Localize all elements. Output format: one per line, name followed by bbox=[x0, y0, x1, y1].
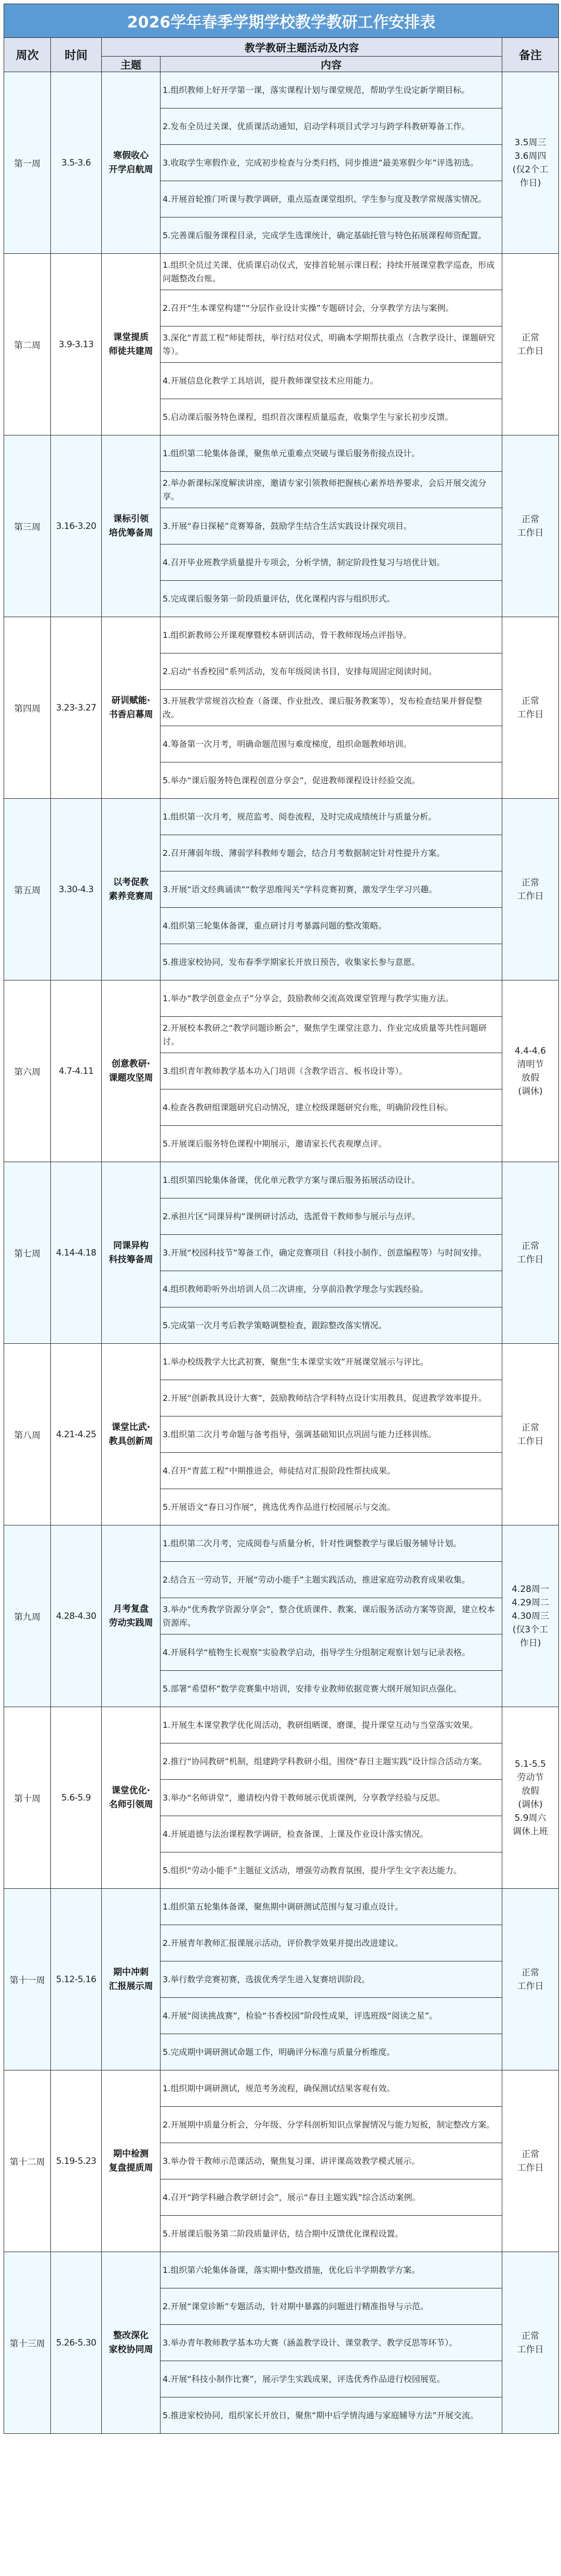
week-theme bbox=[102, 1344, 161, 1525]
week-note bbox=[502, 1344, 559, 1525]
content-item: 2.召开“生本课堂构建”“分层作业设计实操”专题研讨会，分享教学方法与案例。 bbox=[161, 290, 502, 326]
content-item: 2.开展“课堂诊断”专题活动，针对期中暴露的问题进行精准指导与示范。 bbox=[161, 2288, 502, 2325]
content-row bbox=[4, 980, 559, 1017]
content-item: 3.举办青年教师教学基本功大赛（涵盖教学设计、课堂教学、教学反思等环节）。 bbox=[161, 2325, 502, 2361]
note-line: 正常 bbox=[522, 332, 540, 343]
note-line: 4.28周一 bbox=[512, 1584, 549, 1594]
week-theme bbox=[102, 617, 161, 799]
week-note bbox=[502, 254, 559, 435]
content-item: 3.开展教学常规首次检查（备课、作业批改、课后服务教案等），发布检查结果并督促整改。 bbox=[161, 690, 502, 726]
theme-line: 培优筹备周 bbox=[109, 527, 153, 538]
note-line: 4.4-4.6 bbox=[514, 1045, 546, 1056]
schedule-body bbox=[4, 72, 559, 2434]
week-theme bbox=[102, 435, 161, 617]
content-item: 4.召开“跨学科融合教学研讨会”，展示“春日主题实践”综合活动案例。 bbox=[161, 2179, 502, 2216]
note-line: 作日) bbox=[519, 1638, 541, 1648]
week-theme bbox=[102, 1889, 161, 2070]
week-date: 5.12-5.16 bbox=[51, 1889, 102, 2070]
header-note: 备注 bbox=[502, 38, 559, 72]
content-item: 5.部署“希望杯”数学竞赛集中培训，安排专业教师依据竞赛大纲开展知识点强化。 bbox=[161, 1671, 502, 1707]
content-item: 2.召开薄弱年级、薄弱学科教师专题会，结合月考数据制定针对性提升方案。 bbox=[161, 835, 502, 871]
theme-line: 同课异构 bbox=[113, 1240, 149, 1251]
theme-line: 汇报展示周 bbox=[109, 1981, 153, 1992]
theme-line: 以考促教 bbox=[113, 877, 149, 888]
theme-line: 科技筹备周 bbox=[109, 1254, 153, 1265]
week-date: 4.28-4.30 bbox=[51, 1525, 102, 1707]
week-label: 第四周 bbox=[4, 617, 51, 799]
note-line: 作日) bbox=[519, 178, 541, 188]
note-line: 5.1-5.5 bbox=[514, 1759, 546, 1769]
week-theme bbox=[102, 2252, 161, 2434]
content-item: 2.举办新课标深度解读讲座，邀请专家引领教师把握核心素养培养要求，会后开展交流分享。 bbox=[161, 472, 502, 508]
theme-line: 素养竞赛周 bbox=[109, 891, 153, 902]
schedule-table bbox=[4, 4, 559, 2434]
theme-line: 课标引领 bbox=[113, 513, 149, 524]
content-item: 3.举办骨干教师示范课活动，聚焦复习课、讲评课高效教学模式展示。 bbox=[161, 2143, 502, 2179]
content-item: 1.组织第四轮集体备课，优化单元教学方案与课后服务拓展活动设计。 bbox=[161, 1162, 502, 1198]
content-item: 5.开展课后服务第二阶段质量评估，结合期中反馈优化课程设置。 bbox=[161, 2216, 502, 2252]
week-note bbox=[502, 799, 559, 980]
theme-line: 创意教研· bbox=[111, 1058, 151, 1069]
note-line: 3.5周三 bbox=[514, 137, 546, 148]
note-line: 工作日 bbox=[517, 1436, 544, 1447]
note-line: 3.6周四 bbox=[514, 151, 546, 161]
week-date: 4.21-4.25 bbox=[51, 1344, 102, 1525]
content-item: 3.举行数学竞赛初赛，选拔优秀学生进入复赛培训阶段。 bbox=[161, 1961, 502, 1998]
week-label: 第三周 bbox=[4, 435, 51, 617]
content-row bbox=[4, 2252, 559, 2288]
content-item: 1.组织新教师公开课观摩暨校本研训活动，骨干教师现场点评指导。 bbox=[161, 617, 502, 653]
theme-line: 期中冲刺 bbox=[113, 1967, 149, 1978]
content-item: 3.组织青年教师教学基本功入门培训（含教学语言、板书设计等）。 bbox=[161, 1053, 502, 1089]
note-line: 5.9周六 bbox=[514, 1812, 546, 1823]
content-item: 3.组织第二次月考命题与备考指导，强调基础知识点巩固与能力迁移训练。 bbox=[161, 1416, 502, 1453]
week-label: 第五周 bbox=[4, 799, 51, 980]
note-line: 正常 bbox=[522, 514, 540, 525]
week-label: 第八周 bbox=[4, 1344, 51, 1525]
week-label: 第七周 bbox=[4, 1162, 51, 1344]
content-item: 1.组织第二次月考，完成阅卷与质量分析，针对性调整教学与课后服务辅导计划。 bbox=[161, 1525, 502, 1562]
content-row bbox=[4, 1525, 559, 1562]
content-item: 3.开展“校园科技节”筹备工作，确定竞赛项目（科技小制作、创意编程等）与时间安排。 bbox=[161, 1235, 502, 1271]
theme-line: 开学启航周 bbox=[109, 164, 153, 175]
week-label: 第一周 bbox=[4, 72, 51, 254]
content-item: 4.开展首轮推门听课与教学调研，重点巡查课堂组织、学生参与度及教学常规落实情况。 bbox=[161, 181, 502, 217]
content-row bbox=[4, 1344, 559, 1380]
week-note bbox=[502, 2252, 559, 2434]
note-line: 工作日 bbox=[517, 527, 544, 538]
week-note bbox=[502, 1707, 559, 1889]
content-item: 4.开展道德与法治课程教学调研，检查备课、上课及作业设计落实情况。 bbox=[161, 1816, 502, 1852]
content-item: 5.完善课后服务课程目录，完成学生选课统计，确定基础托管与特色拓展课程师资配置。 bbox=[161, 217, 502, 254]
content-item: 5.完成课后服务第一阶段质量评估，优化课程内容与组织形式。 bbox=[161, 581, 502, 617]
header-group: 教学教研主题活动及内容 bbox=[102, 38, 502, 57]
content-item: 4.开展信息化教学工具培训，提升教师课堂技术应用能力。 bbox=[161, 363, 502, 399]
content-item: 4.检查各教研组课题研究启动情况，建立校级课题研究台账，明确阶段性目标。 bbox=[161, 1089, 502, 1126]
content-item: 1.开展生本课堂教学优化周活动，教研组晒课、磨课，提升课堂互动与当堂落实效果。 bbox=[161, 1707, 502, 1743]
week-label: 第十三周 bbox=[4, 2252, 51, 2434]
content-item: 2.开展“创新教具设计大赛”，鼓励教师结合学科特点设计实用教具，促进教学效率提升。 bbox=[161, 1380, 502, 1416]
week-note bbox=[502, 1525, 559, 1707]
week-theme bbox=[102, 799, 161, 980]
note-line: 工作日 bbox=[517, 1254, 544, 1265]
header-theme: 主题 bbox=[102, 57, 161, 72]
content-item: 2.启动“书香校园”系列活动，发布年级阅读书目，安排每周固定阅读时间。 bbox=[161, 653, 502, 690]
week-label: 第九周 bbox=[4, 1525, 51, 1707]
content-item: 3.收取学生寒假作业，完成初步检查与分类归档，同步推进“最美寒假少年”评选初选。 bbox=[161, 145, 502, 181]
note-line: 调休上班 bbox=[513, 1826, 549, 1837]
week-note bbox=[502, 1889, 559, 2070]
theme-line: 师徒共建周 bbox=[109, 346, 153, 357]
content-item: 3.开展“语文经典诵读”“数学思维闯关”学科竞赛初赛，激发学生学习兴趣。 bbox=[161, 871, 502, 908]
content-item: 3.开展“春日探秘”竞赛筹备，鼓励学生结合生活实践设计探究项目。 bbox=[161, 508, 502, 544]
note-line: 工作日 bbox=[517, 709, 544, 720]
content-item: 5.完成期中调研测试命题工作，明确评分标准与质量分析维度。 bbox=[161, 2034, 502, 2070]
note-line: (调休) bbox=[518, 1086, 543, 1097]
theme-line: 家校协同周 bbox=[109, 2344, 153, 2355]
content-item: 5.推进家校协同，组织家长开放日，聚焦“期中后学情沟通与家庭辅导方法”开展交流。 bbox=[161, 2397, 502, 2434]
week-note bbox=[502, 2070, 559, 2252]
content-item: 5.开展课后服务特色课程中期展示，邀请家长代表观摩点评。 bbox=[161, 1126, 502, 1162]
content-row bbox=[4, 1707, 559, 1743]
week-note bbox=[502, 980, 559, 1162]
week-label: 第十二周 bbox=[4, 2070, 51, 2252]
week-theme bbox=[102, 980, 161, 1162]
content-row bbox=[4, 1889, 559, 1925]
note-line: 正常 bbox=[522, 696, 540, 706]
content-item: 1.组织教师上好开学第一课，落实课程计划与课堂规范，帮助学生设定新学期目标。 bbox=[161, 72, 502, 108]
week-label: 第十周 bbox=[4, 1707, 51, 1889]
content-item: 5.启动课后服务特色课程，组织首次课程质量巡查，收集学生与家长初步反馈。 bbox=[161, 399, 502, 435]
theme-line: 名师引领周 bbox=[109, 1799, 153, 1810]
theme-line: 劳动实践周 bbox=[109, 1617, 153, 1628]
note-line: (仅3个工 bbox=[512, 1624, 549, 1635]
week-date: 3.16-3.20 bbox=[51, 435, 102, 617]
content-item: 2.开展期中质量分析会，分年级、分学科剖析知识点掌握情况与能力短板，制定整改方案。 bbox=[161, 2107, 502, 2143]
theme-line: 课堂比武· bbox=[111, 1422, 151, 1433]
content-item: 2.推行“协同教研”机制，组建跨学科教研小组，围绕“春日主题实践”设计综合活动方案。 bbox=[161, 1743, 502, 1780]
week-note bbox=[502, 1162, 559, 1344]
content-item: 4.开展“阅读挑战赛”，检验“书香校园”阶段性成果，评选班级“阅读之星”。 bbox=[161, 1998, 502, 2034]
note-line: 清明节 bbox=[517, 1059, 544, 1070]
theme-line: 研训赋能· bbox=[111, 695, 151, 706]
week-note bbox=[502, 72, 559, 254]
note-line: 工作日 bbox=[517, 2344, 544, 2355]
note-line: (调休) bbox=[518, 1799, 543, 1810]
week-date: 3.5-3.6 bbox=[51, 72, 102, 254]
week-note bbox=[502, 617, 559, 799]
page-title: 2026学年春季学期学校教学教研工作安排表 bbox=[4, 4, 559, 38]
theme-line: 月考复盘 bbox=[113, 1603, 149, 1614]
week-theme bbox=[102, 1162, 161, 1344]
content-item: 1.举办校级教学大比武初赛，聚焦“生本课堂实效”开展课堂展示与评比。 bbox=[161, 1344, 502, 1380]
content-item: 1.组织第六轮集体备课，落实期中整改措施，优化后半学期教学方案。 bbox=[161, 2252, 502, 2288]
content-item: 4.开展“科技小制作比赛”，展示学生实践成果，评选优秀作品进行校园展览。 bbox=[161, 2361, 502, 2397]
content-item: 5.举办“课后服务特色课程创意分享会”，促进教师课程设计经验交流。 bbox=[161, 762, 502, 799]
note-line: (仅2个工 bbox=[512, 164, 549, 175]
note-line: 正常 bbox=[522, 2330, 540, 2341]
note-line: 4.30周三 bbox=[512, 1611, 549, 1621]
content-item: 1.组织第一次月考，规范监考、阅卷流程，及时完成成绩统计与质量分析。 bbox=[161, 799, 502, 835]
content-item: 4.筹备第一次月考，明确命题范围与难度梯度，组织命题教师培训。 bbox=[161, 726, 502, 762]
note-line: 工作日 bbox=[517, 2162, 544, 2173]
week-theme bbox=[102, 2070, 161, 2252]
content-item: 1.组织全员过关课、优质课启动仪式，安排首轮展示课日程；持续开展课堂教学巡查，形成问题整改台账。 bbox=[161, 254, 502, 290]
note-line: 工作日 bbox=[517, 891, 544, 902]
content-item: 2.结合五一劳动节，开展“劳动小能手”主题实践活动，推进家庭劳动教育成果收集。 bbox=[161, 1562, 502, 1598]
week-theme bbox=[102, 1525, 161, 1707]
theme-line: 教具创新周 bbox=[109, 1436, 153, 1447]
header-week: 周次 bbox=[4, 38, 51, 72]
theme-line: 期中检测 bbox=[113, 2148, 149, 2159]
note-line: 正常 bbox=[522, 1967, 540, 1978]
content-row bbox=[4, 72, 559, 108]
content-item: 5.完成第一次月考后教学策略调整检查，跟踪整改落实情况。 bbox=[161, 1307, 502, 1344]
week-theme bbox=[102, 1707, 161, 1889]
week-date: 5.6-5.9 bbox=[51, 1707, 102, 1889]
content-row bbox=[4, 2070, 559, 2107]
content-item: 2.发布全员过关课、优质课活动通知，启动学科项目式学习与跨学科教研筹备工作。 bbox=[161, 108, 502, 145]
week-date: 4.14-4.18 bbox=[51, 1162, 102, 1344]
content-item: 3.深化“青蓝工程”师徒帮扶，举行结对仪式，明确本学期帮扶重点（含教学设计、课题研究等）。 bbox=[161, 326, 502, 363]
week-date: 5.19-5.23 bbox=[51, 2070, 102, 2252]
week-label: 第六周 bbox=[4, 980, 51, 1162]
content-item: 4.召开“青蓝工程”中期推进会，师徒结对汇报阶段性帮扶成果。 bbox=[161, 1453, 502, 1489]
content-item: 5.推进家校协同，发布春季学期家长开放日预告，收集家长参与意愿。 bbox=[161, 944, 502, 980]
header-date: 时间 bbox=[51, 38, 102, 72]
note-line: 劳动节 bbox=[517, 1772, 544, 1783]
content-row bbox=[4, 617, 559, 653]
note-line: 4.29周二 bbox=[512, 1597, 549, 1608]
note-line: 工作日 bbox=[517, 346, 544, 357]
week-date: 5.26-5.30 bbox=[51, 2252, 102, 2434]
theme-line: 课堂提质 bbox=[113, 332, 149, 343]
content-item: 2.开展校本教研之“教学问题诊断会”，聚焦学生课堂注意力、作业完成质量等共性问题研讨。 bbox=[161, 1017, 502, 1053]
content-item: 1.举办“教学创意金点子”分享会，鼓励教师交流高效课堂管理与教学实施方法。 bbox=[161, 980, 502, 1017]
content-item: 4.组织教师聆听外出培训人员二次讲座，分享前沿教学理念与实践经验。 bbox=[161, 1271, 502, 1307]
content-item: 4.召开毕业班教学质量提升专项会，分析学情，制定阶段性复习与培优计划。 bbox=[161, 544, 502, 581]
note-line: 工作日 bbox=[517, 1981, 544, 1992]
note-line: 正常 bbox=[522, 1422, 540, 1433]
header-content: 内容 bbox=[161, 57, 502, 72]
content-item: 3.举办“名师讲堂”，邀请校内骨干教师展示优质课例，分享教学经验与反思。 bbox=[161, 1780, 502, 1816]
content-item: 5.组织“劳动小能手”主题征文活动，增强劳动教育氛围，提升学生文字表达能力。 bbox=[161, 1852, 502, 1889]
content-item: 3.举办“优秀教学资源分享会”，整合优质课件、教案、课后服务活动方案等资源，建立校本资源库。 bbox=[161, 1598, 502, 1634]
theme-line: 寒假收心 bbox=[113, 150, 149, 161]
week-theme bbox=[102, 254, 161, 435]
content-item: 1.组织第二轮集体备课，聚焦单元重难点突破与课后服务衔接点设计。 bbox=[161, 435, 502, 472]
content-item: 2.开展青年教师汇报课展示活动，评价教学效果并提出改进建议。 bbox=[161, 1925, 502, 1961]
theme-line: 课堂优化· bbox=[111, 1785, 151, 1796]
content-row bbox=[4, 1162, 559, 1198]
week-date: 3.23-3.27 bbox=[51, 617, 102, 799]
note-line: 正常 bbox=[522, 877, 540, 888]
week-note bbox=[502, 435, 559, 617]
theme-line: 书香启幕周 bbox=[109, 709, 153, 720]
content-item: 1.组织期中调研测试，规范考务流程，确保测试结果客观有效。 bbox=[161, 2070, 502, 2107]
content-row bbox=[4, 254, 559, 290]
theme-line: 整改深化 bbox=[113, 2330, 149, 2341]
note-line: 正常 bbox=[522, 2149, 540, 2160]
note-line: 放假 bbox=[522, 1786, 540, 1796]
content-item: 4.组织第三轮集体备课，重点研讨月考暴露问题的整改策略。 bbox=[161, 908, 502, 944]
note-line: 放假 bbox=[522, 1072, 540, 1083]
theme-line: 课题攻坚周 bbox=[109, 1072, 153, 1083]
week-theme bbox=[102, 72, 161, 254]
content-row bbox=[4, 799, 559, 835]
content-item: 1.组织第五轮集体备课，聚焦期中调研测试范围与复习重点设计。 bbox=[161, 1889, 502, 1925]
week-label: 第十一周 bbox=[4, 1889, 51, 2070]
week-date: 3.9-3.13 bbox=[51, 254, 102, 435]
content-item: 2.承担片区“同课异构”课例研讨活动，选派骨干教师参与展示与点评。 bbox=[161, 1198, 502, 1235]
week-label: 第二周 bbox=[4, 254, 51, 435]
content-item: 4.开展科学“植物生长观察”实验教学启动，指导学生分组制定观察计划与记录表格。 bbox=[161, 1634, 502, 1671]
note-line: 正常 bbox=[522, 1241, 540, 1251]
content-item: 5.开展语文“春日习作展”，挑选优秀作品进行校园展示与交流。 bbox=[161, 1489, 502, 1525]
content-row bbox=[4, 435, 559, 472]
week-date: 3.30-4.3 bbox=[51, 799, 102, 980]
theme-line: 复盘提质周 bbox=[109, 2162, 153, 2173]
week-date: 4.7-4.11 bbox=[51, 980, 102, 1162]
